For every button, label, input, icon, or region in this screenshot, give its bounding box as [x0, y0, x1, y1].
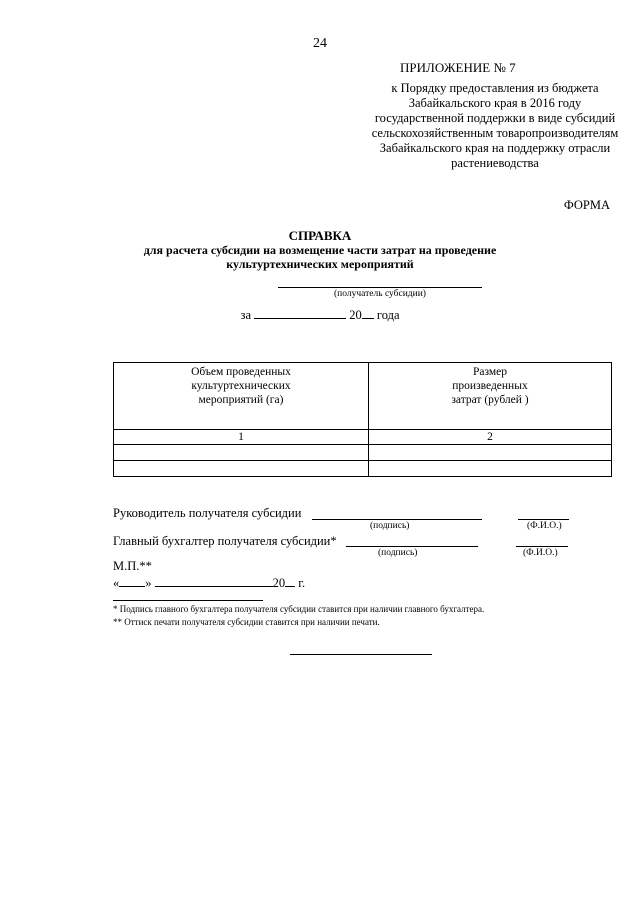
subtitle-line: для расчета субсидии на возмещение части затрат на проведение	[143, 243, 497, 257]
head-signature-label: Руководитель получателя субсидии	[113, 506, 302, 520]
date-suffix: г.	[298, 576, 306, 590]
period-blank-field[interactable]	[254, 307, 346, 319]
head-name-line[interactable]	[518, 519, 569, 520]
appendix-line: сельскохозяйственным товаропроизводителям	[371, 126, 619, 140]
header-volume	[114, 363, 369, 430]
header-line: произведенных	[452, 380, 528, 392]
date-close-quote: »	[145, 576, 152, 590]
subtitle-line: культуртехнических мероприятий	[226, 257, 414, 271]
head-name-caption: (Ф.И.О.)	[527, 521, 562, 531]
appendix-line: Забайкальского края в 2016 году	[408, 96, 582, 110]
header-line: культуртехнических	[191, 380, 291, 392]
period-row	[0, 307, 640, 323]
table-cell[interactable]	[114, 461, 369, 477]
date-year-field[interactable]	[285, 575, 295, 587]
footnote-separator	[113, 600, 263, 601]
page-number: 24	[313, 36, 327, 51]
footnote-2: ** Оттиск печати получателя субсидии ставится при наличии печати.	[113, 617, 380, 627]
period-year-blank[interactable]	[362, 307, 374, 319]
period-prefix: за	[240, 308, 251, 322]
accountant-sign-caption: (подпись)	[378, 548, 418, 558]
appendix-line: Забайкальского края на поддержку отрасли	[379, 141, 611, 155]
table-cell[interactable]	[369, 445, 612, 461]
header-line: Объем проведенных	[191, 366, 291, 378]
accountant-signature-label: Главный бухгалтер получателя субсидии*	[113, 534, 337, 548]
form-label: ФОРМА	[563, 198, 610, 212]
table-row	[114, 445, 612, 461]
header-line: Размер	[472, 366, 507, 378]
table-cell[interactable]	[369, 461, 612, 477]
date-day-field[interactable]	[119, 575, 145, 587]
document-title: СПРАВКА	[288, 228, 352, 243]
stamp-label: М.П.**	[113, 559, 152, 573]
head-sign-caption: (подпись)	[370, 521, 410, 531]
accountant-name-caption: (Ф.И.О.)	[523, 548, 558, 558]
document-subtitle	[100, 243, 540, 271]
table-row	[114, 461, 612, 477]
column-number: 1	[114, 430, 369, 445]
recipient-field-line[interactable]	[278, 287, 482, 288]
header-line: затрат (рублей )	[451, 394, 529, 406]
accountant-signature-line[interactable]	[346, 546, 478, 547]
appendix-line: к Порядку предоставления из бюджета	[391, 81, 599, 95]
data-table	[113, 362, 612, 477]
header-line: мероприятий (га)	[198, 394, 284, 406]
recipient-caption: (получатель субсидии)	[334, 289, 426, 299]
date-open-quote: «	[113, 576, 120, 590]
date-row	[113, 575, 305, 591]
column-number: 2	[369, 430, 612, 445]
accountant-name-line[interactable]	[516, 546, 568, 547]
end-divider	[290, 654, 432, 655]
date-month-field[interactable]	[155, 575, 273, 587]
table-cell[interactable]	[114, 445, 369, 461]
period-suffix: года	[376, 308, 400, 322]
table-header-row	[114, 363, 612, 430]
appendix-title: ПРИЛОЖЕНИЕ № 7	[400, 60, 516, 75]
period-year: 20	[349, 308, 362, 322]
head-signature-line[interactable]	[312, 519, 482, 520]
column-number-row	[114, 430, 612, 445]
date-year: 20	[272, 576, 286, 590]
footnote-1: * Подпись главного бухгалтера получателя субсидии ставится при наличии главного бухгалтера.	[113, 604, 485, 614]
appendix-note	[360, 81, 630, 171]
appendix-line: государственной поддержки в виде субсидий	[374, 111, 616, 125]
appendix-line: растениеводства	[451, 156, 539, 170]
header-costs	[369, 363, 612, 430]
